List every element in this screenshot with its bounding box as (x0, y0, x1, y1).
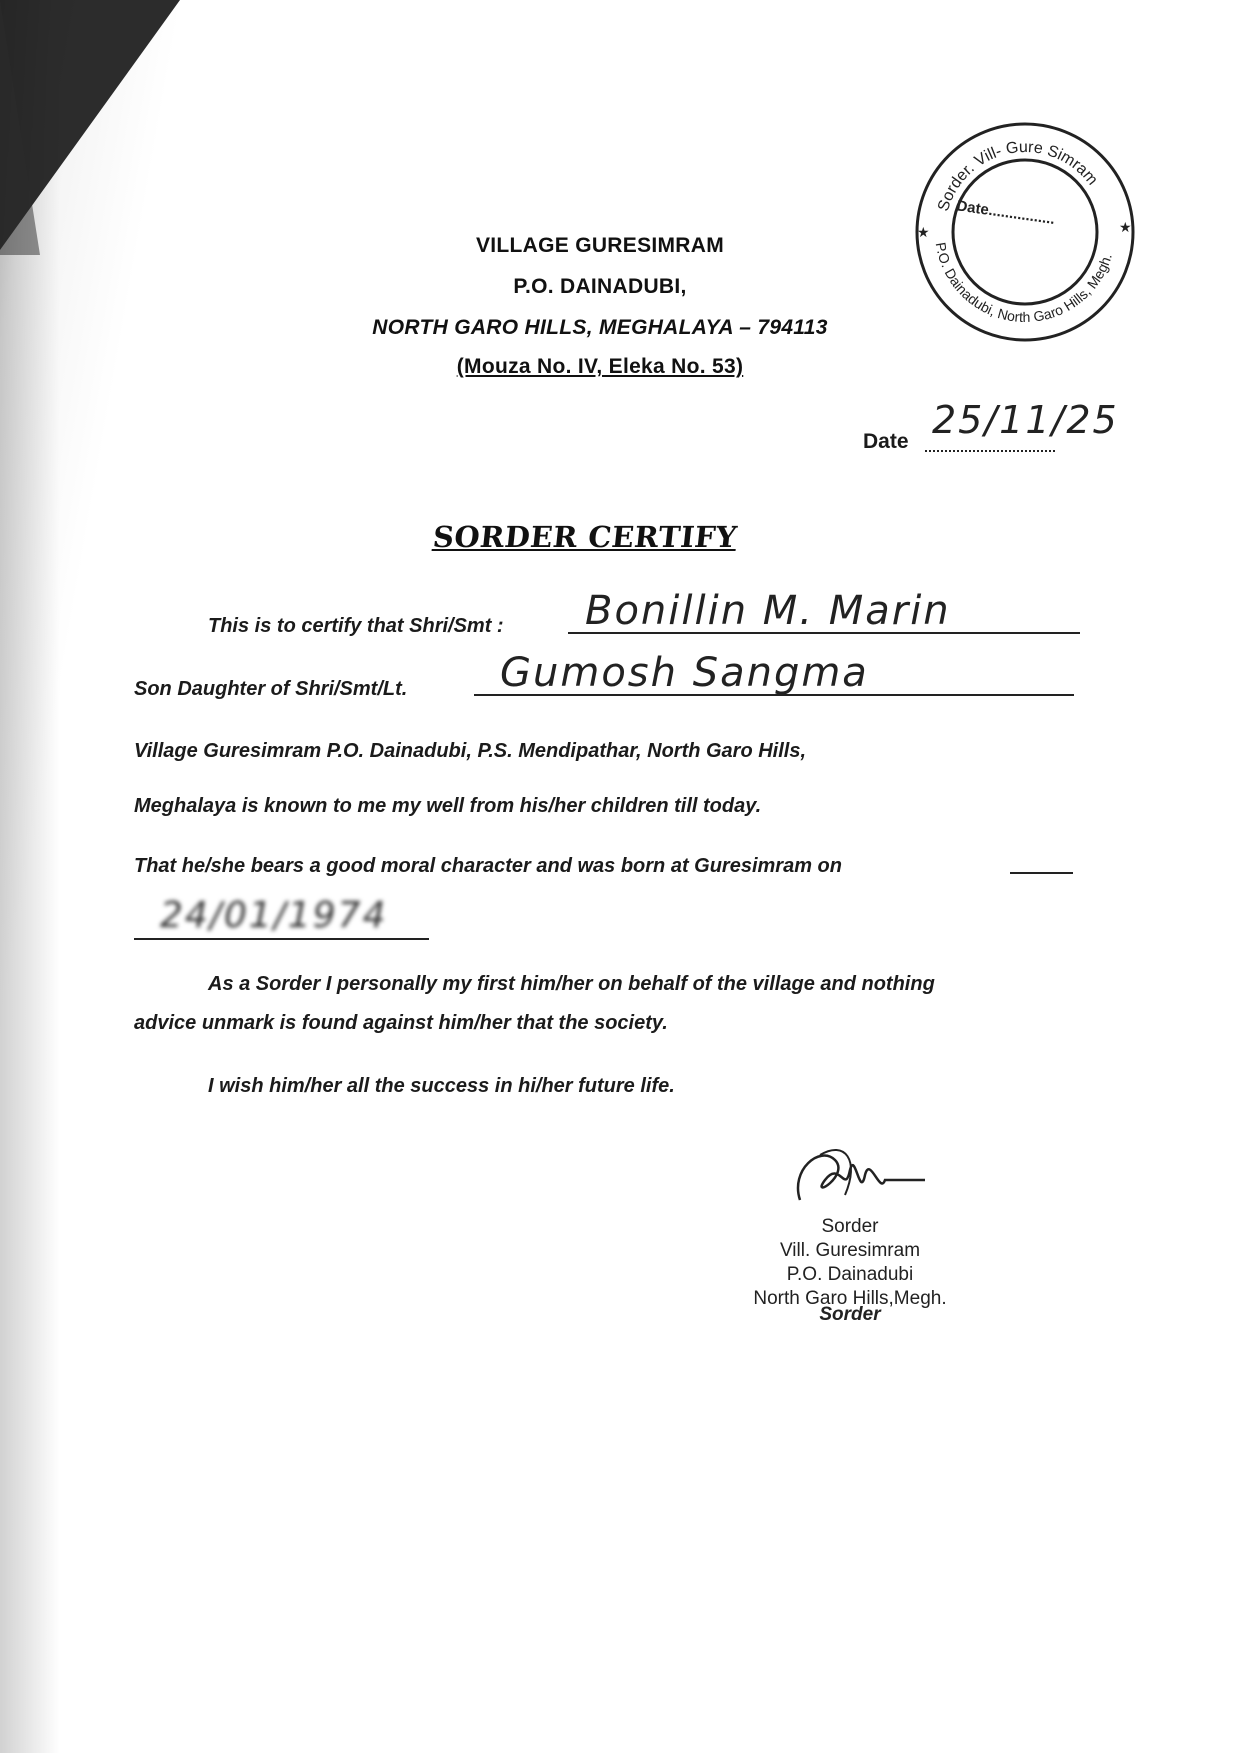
dob-handwritten-value: 24/01/1974 (160, 895, 388, 936)
date-label: Date (863, 430, 909, 453)
seal-date-label: Date................ (955, 197, 1057, 229)
signature-village: Vill. Guresimram (779, 1240, 921, 1261)
signature-role: Sorder (821, 1216, 879, 1237)
seal-bottom-arc-text: P.O. Dainadubi, North Garo Hills, Megh. (932, 241, 1115, 326)
signature-district: North Garo Hills,Megh. (753, 1288, 947, 1309)
scan-edge-shadow (0, 0, 60, 1753)
header-line-mouza: (Mouza No. IV, Eleka No. 53) (456, 355, 744, 378)
header-line-po: P.O. DAINADUBI, (513, 275, 687, 298)
header-line-district: NORTH GARO HILLS, MEGHALAYA – 794113 (372, 316, 828, 339)
sorder-statement-line1: As a Sorder I personally my first him/her on behalf of the village and nothing (208, 973, 935, 995)
seal-star-right-icon: ★ (1119, 219, 1132, 235)
signature-po: P.O. Dainadubi (786, 1264, 914, 1285)
seal-arc-text: Sorder. Vill- Gure Simram (934, 138, 1101, 214)
parent-handwritten-value: Gumosh Sangma (500, 650, 869, 696)
character-line: That he/she bears a good moral character and was born at Guresimram on (134, 855, 842, 877)
header-line-village: VILLAGE GURESIMRAM (475, 234, 725, 257)
date-handwritten-value: 25/11/25 (932, 398, 1119, 442)
certify-label: This is to certify that Shri/Smt : (208, 615, 504, 637)
signature-block (700, 1215, 1000, 1327)
name-handwritten-value: Bonillin M. Marin (585, 588, 951, 634)
date-fill-line (925, 450, 1055, 452)
address-line: Village Guresimram P.O. Dainadubi, P.S. Mendipathar, North Garo Hills, (134, 740, 807, 762)
parent-label: Son Daughter of Shri/Smt/Lt. (134, 678, 408, 700)
seal-star-left-icon: ★ (917, 224, 930, 240)
birth-fill-line-end (1010, 872, 1073, 874)
signature-title: Sorder (819, 1304, 881, 1325)
certificate-title: SORDER CERTIFY (431, 520, 739, 554)
sorder-statement-line2: advice unmark is found against him/her that the society. (134, 1012, 668, 1034)
dob-fill-line (134, 938, 429, 940)
handwritten-signature (790, 1140, 930, 1220)
village-seal (905, 112, 1145, 352)
folded-corner-shadow (0, 0, 40, 255)
wish-line: I wish him/her all the success in hi/her future life. (208, 1075, 675, 1097)
known-line: Meghalaya is known to me my well from his/her children till today. (134, 795, 762, 817)
